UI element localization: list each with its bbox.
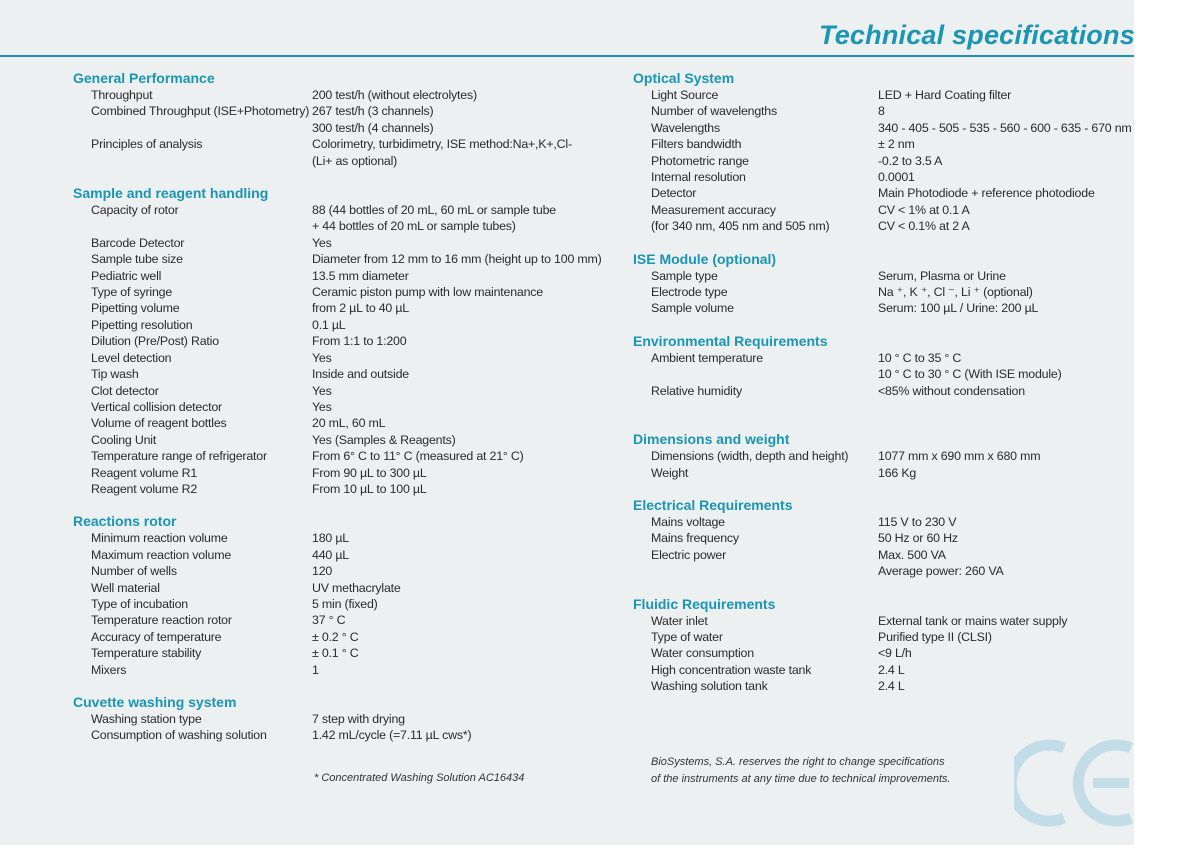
spec-value: 0.1 µL <box>312 317 346 332</box>
section-spacer <box>73 678 613 694</box>
spec-values <box>312 711 613 727</box>
spec-values <box>312 415 613 431</box>
spec-row <box>73 415 613 431</box>
spec-label: Capacity of rotor <box>91 203 179 218</box>
spec-row <box>73 727 613 743</box>
spec-row <box>73 530 613 546</box>
spec-values <box>312 136 613 169</box>
spec-value: 13.5 mm diameter <box>312 268 409 283</box>
spec-value: 440 µL <box>312 547 349 562</box>
spec-row <box>633 284 1133 300</box>
spec-label: Reagent volume R2 <box>91 481 198 496</box>
spec-label: High concentration waste tank <box>651 662 812 677</box>
spec-label: Tip wash <box>91 367 139 382</box>
spec-value: 37 ° C <box>312 613 346 628</box>
spec-label: Pipetting resolution <box>91 317 193 332</box>
spec-value: Main Photodiode + reference photodiode <box>878 186 1095 201</box>
section-heading: Cuvette washing system <box>73 694 237 710</box>
section-heading: ISE Module (optional) <box>633 250 777 267</box>
spec-label: Temperature reaction rotor <box>91 613 232 628</box>
spec-label: Combined Throughput (ISE+Photometry) <box>91 104 310 119</box>
disclaimer-line-2: of the instruments at any time due to technical improvements. <box>651 773 951 785</box>
spec-label: Sample tube size <box>91 252 183 267</box>
spec-label: Temperature range of refrigerator <box>91 449 267 464</box>
spec-value: ± 0.1 ° C <box>312 646 359 661</box>
spec-values <box>878 120 1133 136</box>
spec-value: 2.4 L <box>878 662 905 677</box>
spec-value: 200 test/h (without electrolytes) <box>312 88 477 102</box>
spec-value: 50 Hz or 60 Hz <box>878 531 958 546</box>
spec-values <box>878 613 1133 629</box>
spec-values <box>312 530 613 546</box>
spec-row <box>73 268 613 284</box>
spec-row <box>73 481 613 497</box>
spec-value: Colorimetry, turbidimetry, ISE method:Na+,K+,Cl- <box>312 137 572 152</box>
footnote: * Concentrated Washing Solution AC16434 <box>314 772 525 784</box>
spec-label: Type of incubation <box>91 596 188 611</box>
spec-values <box>878 645 1133 661</box>
spec-label: Water consumption <box>651 646 754 661</box>
spec-value: 340 - 405 - 505 - 535 - 560 - 600 - 635 - 670 nm <box>878 120 1132 135</box>
spec-value: 0.0001 <box>878 170 915 185</box>
spec-row <box>633 87 1133 103</box>
section-reactions-rotor <box>73 513 613 678</box>
section-electrical-requirements <box>633 497 1133 580</box>
section-environmental-requirements <box>633 333 1133 399</box>
spec-row <box>73 300 613 316</box>
spec-row <box>73 235 613 251</box>
spec-label: Mains frequency <box>651 531 739 546</box>
spec-values <box>312 547 613 563</box>
spec-value: -0.2 to 3.5 A <box>878 153 943 168</box>
spec-label: Dilution (Pre/Post) Ratio <box>91 334 219 349</box>
spec-label: Photometric range <box>651 153 749 168</box>
spec-values <box>312 727 613 743</box>
spec-value: 88 (44 bottles of 20 mL, 60 mL or sample tube <box>312 203 557 218</box>
spec-value: Yes <box>312 235 332 250</box>
spec-label: Type of syringe <box>91 285 173 300</box>
spec-values <box>312 563 613 579</box>
spec-label: Level detection <box>91 350 172 365</box>
spec-value: UV methacrylate <box>312 580 401 595</box>
spec-label: Water inlet <box>651 613 708 628</box>
spec-value: Yes <box>312 399 332 414</box>
spec-values <box>878 350 1133 383</box>
spec-values <box>878 218 1133 234</box>
spec-label: Pediatric well <box>91 268 162 283</box>
spec-label: Number of wavelengths <box>651 104 777 119</box>
spec-value: External tank or mains water supply <box>878 613 1068 628</box>
section-heading: Sample and reagent handling <box>73 185 269 202</box>
ce-mark-icon <box>1014 736 1140 828</box>
spec-values <box>312 481 613 497</box>
spec-label: Electric power <box>651 547 727 562</box>
spec-value: 1.42 mL/cycle (=7.11 µL cws*) <box>312 728 472 743</box>
spec-values <box>878 87 1133 103</box>
spec-label: Well material <box>91 580 160 595</box>
spec-value: CV < 1% at 0.1 A <box>878 202 970 217</box>
section-spacer <box>633 580 1133 596</box>
spec-label: Mains voltage <box>651 514 725 529</box>
spec-row <box>73 383 613 399</box>
spec-row <box>73 662 613 678</box>
section-heading: Dimensions and weight <box>633 431 790 448</box>
spec-row <box>73 563 613 579</box>
section-heading: Electrical Requirements <box>633 496 793 513</box>
spec-row <box>73 284 613 300</box>
spec-row <box>633 169 1133 185</box>
spec-value: Yes <box>312 383 332 398</box>
spec-row <box>73 448 613 464</box>
spec-row <box>73 432 613 448</box>
spec-label: Clot detector <box>91 383 159 398</box>
spec-values <box>312 317 613 333</box>
spec-value: CV < 0.1% at 2 A <box>878 219 970 234</box>
spec-values <box>878 136 1133 152</box>
spec-row <box>73 465 613 481</box>
spec-value: Yes <box>312 350 332 365</box>
spec-row <box>633 120 1133 136</box>
spec-row <box>73 366 613 382</box>
spec-row <box>633 153 1133 169</box>
spec-values <box>878 169 1133 185</box>
section-spacer <box>73 497 613 513</box>
spec-row <box>73 547 613 563</box>
section-general-performance <box>73 70 613 169</box>
spec-values <box>878 629 1133 645</box>
spec-value: From 10 µL to 100 µL <box>312 481 427 496</box>
spec-row <box>633 448 1133 464</box>
section-dimensions-and-weight <box>633 431 1133 481</box>
spec-values <box>312 399 613 415</box>
spec-label: Washing solution tank <box>651 679 768 694</box>
spec-label: Number of wells <box>91 564 177 579</box>
spec-row <box>73 399 613 415</box>
spec-values <box>312 629 613 645</box>
spec-row <box>633 645 1133 661</box>
spec-values <box>878 465 1133 481</box>
section-spacer <box>633 399 1133 415</box>
spec-row <box>633 465 1133 481</box>
spec-values <box>312 366 613 382</box>
spec-row <box>633 678 1133 694</box>
spec-row <box>73 202 613 235</box>
spec-label: Reagent volume R1 <box>91 465 198 480</box>
section-heading: General Performance <box>73 70 215 86</box>
spec-row <box>73 350 613 366</box>
spec-label: Measurement accuracy <box>651 202 776 217</box>
spec-row <box>633 136 1133 152</box>
spec-value: ± 0.2 ° C <box>312 629 359 644</box>
spec-values <box>878 448 1133 464</box>
spec-label: Consumption of washing solution <box>91 728 267 743</box>
spec-values <box>878 662 1133 678</box>
spec-row <box>73 317 613 333</box>
disclaimer-line-1: BioSystems, S.A. reserves the right to change specifications <box>651 756 945 768</box>
spec-label: Type of water <box>651 629 723 644</box>
spec-label: Throughput <box>91 88 153 102</box>
spec-value: Purified type II (CLSI) <box>878 629 992 644</box>
spec-label: Filters bandwidth <box>651 137 742 152</box>
spec-row <box>633 185 1133 201</box>
spec-value: 20 mL, 60 mL <box>312 416 386 431</box>
spec-row <box>633 383 1133 399</box>
spec-row <box>633 103 1133 119</box>
spec-value: 120 <box>312 564 333 579</box>
spec-values <box>878 268 1133 284</box>
spec-row <box>73 711 613 727</box>
spec-label: Relative humidity <box>651 383 742 398</box>
spec-row <box>73 645 613 661</box>
spec-values <box>878 514 1133 530</box>
spec-value: Serum, Plasma or Urine <box>878 268 1006 283</box>
spec-row <box>633 350 1133 383</box>
spec-values <box>312 350 613 366</box>
spec-row <box>633 662 1133 678</box>
spec-label: Weight <box>651 465 689 480</box>
spec-value: Average power: 260 VA <box>878 564 1004 579</box>
spec-values <box>312 596 613 612</box>
spec-values <box>878 103 1133 119</box>
spec-label: Sample type <box>651 268 718 283</box>
spec-value: 1 <box>312 662 319 677</box>
spec-values <box>878 547 1133 580</box>
spec-label: Light Source <box>651 88 719 102</box>
section-sample-and-reagent-handling <box>73 185 613 497</box>
spec-values <box>312 268 613 284</box>
spec-label: Mixers <box>91 662 127 677</box>
spec-row <box>633 547 1133 580</box>
spec-row <box>633 613 1133 629</box>
spec-value: Max. 500 VA <box>878 547 946 562</box>
spec-row <box>73 251 613 267</box>
spec-label: Ambient temperature <box>651 350 763 365</box>
spec-values <box>312 432 613 448</box>
spec-value: Ceramic piston pump with low maintenance <box>312 285 543 300</box>
section-fluidic-requirements <box>633 596 1133 695</box>
spec-label: Cooling Unit <box>91 432 157 447</box>
section-heading: Environmental Requirements <box>633 332 828 349</box>
spec-values <box>312 448 613 464</box>
spec-value: 115 V to 230 V <box>878 514 957 529</box>
spec-value: Na ⁺, K ⁺, Cl ⁻, Li ⁺ (optional) <box>878 285 1033 300</box>
spec-row <box>73 103 613 136</box>
spec-value: 1077 mm x 690 mm x 680 mm <box>878 449 1041 464</box>
section-spacer <box>633 481 1133 497</box>
spec-value: Yes (Samples & Reagents) <box>312 432 456 447</box>
spec-values <box>878 383 1133 399</box>
spec-values <box>312 284 613 300</box>
spec-label: Barcode Detector <box>91 235 185 250</box>
spec-value: 267 test/h (3 channels) <box>312 104 434 119</box>
spec-value: <85% without condensation <box>878 383 1025 398</box>
spec-values <box>312 300 613 316</box>
spec-label: Sample volume <box>651 301 734 316</box>
spec-values <box>878 678 1133 694</box>
spec-label: Principles of analysis <box>91 137 203 152</box>
spec-value: 7 step with drying <box>312 712 405 726</box>
spec-row <box>633 629 1133 645</box>
spec-label: Internal resolution <box>651 170 746 185</box>
spec-label: Dimensions (width, depth and height) <box>651 449 849 464</box>
spec-values <box>312 383 613 399</box>
section-heading: Fluidic Requirements <box>633 595 776 612</box>
spec-label: Volume of reagent bottles <box>91 416 227 431</box>
spec-label: Temperature stability <box>91 646 202 661</box>
section-optical-system <box>633 70 1133 235</box>
section-spacer <box>633 235 1133 251</box>
section-ise-module-optional <box>633 251 1133 317</box>
spec-value: From 6° C to 11° C (measured at 21° C) <box>312 449 524 464</box>
section-spacer <box>633 317 1133 333</box>
spec-row <box>633 268 1133 284</box>
spec-values <box>878 153 1133 169</box>
spec-value: + 44 bottles of 20 mL or sample tubes) <box>312 219 516 234</box>
spec-value: Serum: 100 µL / Urine: 200 µL <box>878 301 1039 316</box>
spec-value: 5 min (fixed) <box>312 596 378 611</box>
spec-label: Minimum reaction volume <box>91 531 228 546</box>
spec-value: 2.4 L <box>878 679 905 694</box>
right-column <box>633 70 1133 695</box>
spec-value: Diameter from 12 mm to 16 mm (height up to 100 mm) <box>312 252 602 267</box>
spec-value: (Li+ as optional) <box>312 153 398 168</box>
spec-values <box>312 580 613 596</box>
spec-values <box>312 251 613 267</box>
title-rule <box>0 55 1134 57</box>
spec-label: (for 340 nm, 405 nm and 505 nm) <box>651 219 830 234</box>
spec-values <box>312 612 613 628</box>
spec-row <box>73 596 613 612</box>
spec-row <box>633 300 1133 316</box>
page-title: Technical specifications <box>819 20 1135 50</box>
spec-label: Vertical collision detector <box>91 399 222 414</box>
section-spacer <box>633 415 1133 431</box>
spec-values <box>312 103 613 136</box>
spec-value: 300 test/h (4 channels) <box>312 120 434 135</box>
spec-value: 10 ° C to 35 ° C <box>878 350 962 365</box>
spec-row <box>633 218 1133 234</box>
spec-value: Inside and outside <box>312 367 409 382</box>
spec-value: From 90 µL to 300 µL <box>312 465 427 480</box>
spec-value: ± 2 nm <box>878 137 915 152</box>
spec-values <box>312 87 613 103</box>
spec-values <box>312 662 613 678</box>
spec-values <box>878 185 1133 201</box>
spec-values <box>878 530 1133 546</box>
section-cuvette-washing-system <box>73 694 613 744</box>
spec-values <box>312 465 613 481</box>
spec-row <box>633 530 1133 546</box>
spec-value: from 2 µL to 40 µL <box>312 301 410 316</box>
spec-label: Accuracy of temperature <box>91 629 222 644</box>
spec-label: Pipetting volume <box>91 301 180 316</box>
spec-label: Washing station type <box>91 712 202 726</box>
spec-label: Wavelengths <box>651 120 720 135</box>
spec-values <box>312 202 613 235</box>
spec-label: Maximum reaction volume <box>91 547 232 562</box>
spec-values <box>312 235 613 251</box>
section-spacer <box>73 169 613 185</box>
spec-row <box>73 629 613 645</box>
spec-row <box>73 87 613 103</box>
spec-value: LED + Hard Coating filter <box>878 88 1012 102</box>
spec-value: 10 ° C to 30 ° C (With ISE module) <box>878 367 1062 382</box>
spec-row <box>73 612 613 628</box>
spec-row <box>633 202 1133 218</box>
section-heading: Optical System <box>633 70 735 86</box>
spec-value: 180 µL <box>312 531 349 546</box>
spec-row <box>633 514 1133 530</box>
spec-value: From 1:1 to 1:200 <box>312 334 407 349</box>
spec-values <box>878 300 1133 316</box>
spec-values <box>312 333 613 349</box>
spec-label: Detector <box>651 186 697 201</box>
spec-value: 8 <box>878 104 885 119</box>
left-column <box>73 70 613 744</box>
spec-row <box>73 580 613 596</box>
spec-label: Electrode type <box>651 285 728 300</box>
spec-values <box>878 284 1133 300</box>
spec-row <box>73 136 613 169</box>
spec-value: <9 L/h <box>878 646 912 661</box>
spec-value: 166 Kg <box>878 465 917 480</box>
spec-values <box>312 645 613 661</box>
spec-row <box>73 333 613 349</box>
section-heading: Reactions rotor <box>73 513 177 530</box>
spec-values <box>878 202 1133 218</box>
